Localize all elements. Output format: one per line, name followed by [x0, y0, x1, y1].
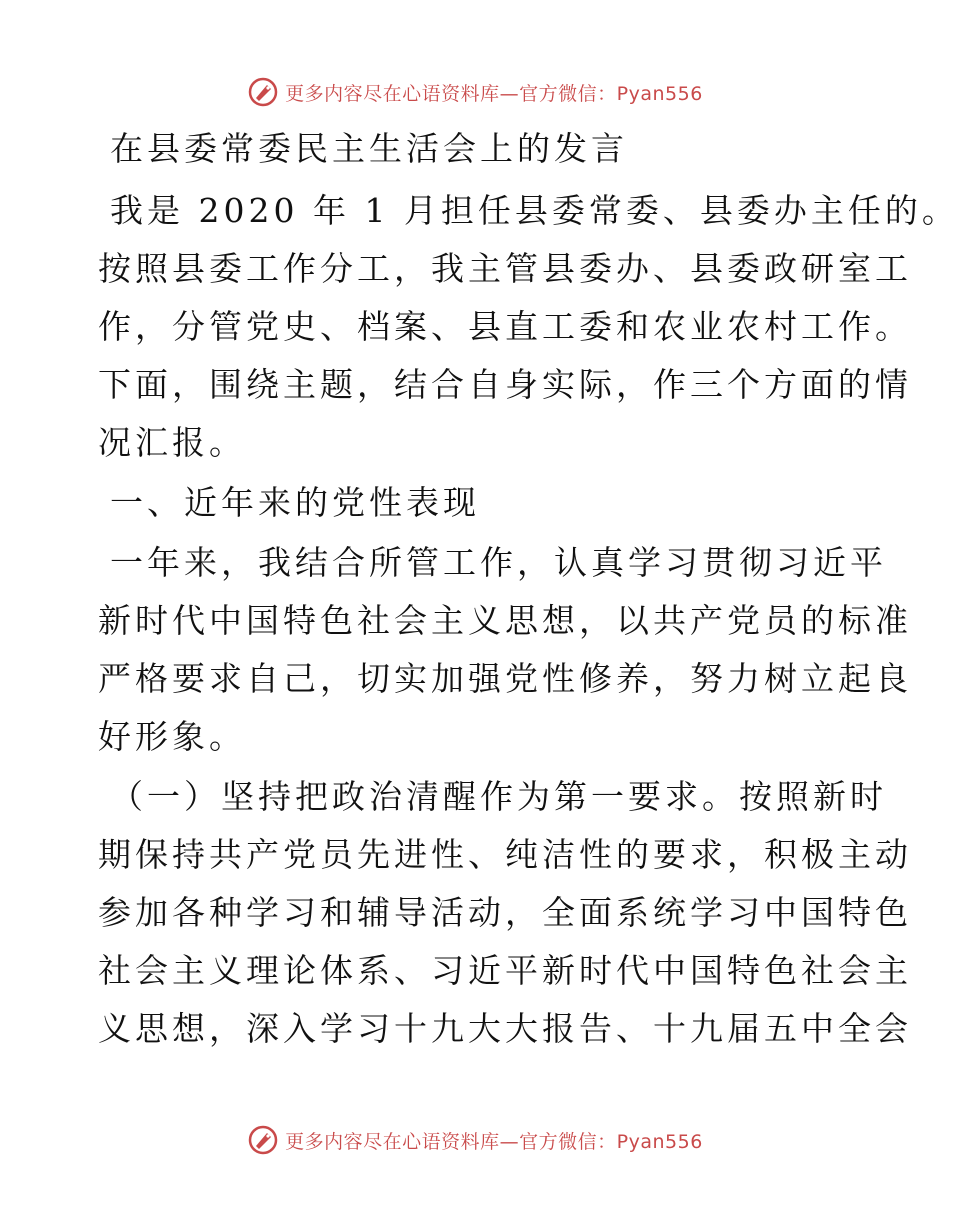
paragraph-line: 期保持共产党员先进性、纯洁性的要求，积极主动: [98, 835, 912, 874]
paragraph-line: 新时代中国特色社会主义思想，以共产党员的标准: [98, 601, 912, 640]
footer-watermark: [0, 1120, 950, 1160]
watermark-text: 更多内容尽在心语资料库—官方微信：Pyan556: [285, 82, 703, 105]
pen-nib-logo-icon: [247, 76, 279, 108]
paragraph-line: 参加各种学习和辅导活动，全面系统学习中国特色: [98, 893, 912, 932]
watermark-text: 更多内容尽在心语资料库—官方微信：Pyan556: [285, 1130, 703, 1153]
document-body: [98, 120, 959, 1058]
paragraph-line: 况汇报。: [98, 423, 246, 462]
paragraph-line: 好形象。: [98, 717, 246, 756]
paragraph-line: 下面，围绕主题，结合自身实际，作三个方面的情: [98, 365, 912, 404]
pen-nib-logo-icon: [247, 1124, 279, 1156]
section-heading: 一、近年来的党性表现: [110, 483, 480, 522]
paragraph-line: 社会主义理论体系、习近平新时代中国特色社会主: [98, 951, 912, 990]
paragraph-line: 按照县委工作分工，我主管县委办、县委政研室工: [98, 249, 912, 288]
paragraph-line: 作，分管党史、档案、县直工委和农业农村工作。: [98, 307, 912, 346]
document-title: 在县委常委民主生活会上的发言: [110, 129, 628, 168]
paragraph-line: 严格要求自己，切实加强党性修养，努力树立起良: [98, 659, 912, 698]
paragraph-line: 一年来，我结合所管工作，认真学习贯彻习近平: [110, 543, 887, 582]
paragraph-line: 我是 2020 年 1 月担任县委常委、县委办主任的。: [110, 191, 959, 230]
paragraph-line: 义思想，深入学习十九大大报告、十九届五中全会: [98, 1009, 912, 1048]
header-watermark: [0, 72, 950, 112]
subsection-line: （一）坚持把政治清醒作为第一要求。按照新时: [110, 777, 887, 816]
